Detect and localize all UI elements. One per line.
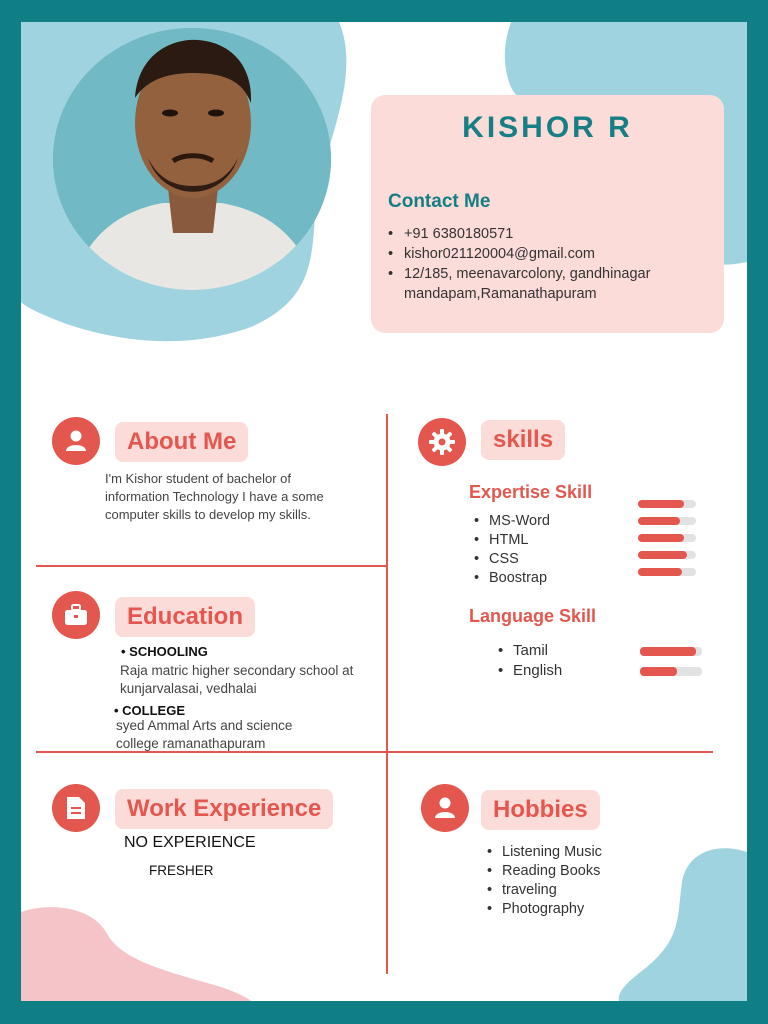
skill-bar <box>638 551 696 559</box>
hobby-item: • traveling <box>484 881 602 900</box>
language-bar-fill <box>640 667 677 676</box>
language-bar <box>640 647 702 656</box>
language-bar <box>640 667 702 676</box>
language-english: • English <box>495 661 562 681</box>
divider-about-education <box>36 565 386 567</box>
skill-bar <box>638 517 696 525</box>
bottom-right-blob <box>617 842 747 1001</box>
work-experience-title: Work Experience <box>115 789 333 829</box>
schooling-label-text: SCHOOLING <box>129 644 208 659</box>
contact-card <box>371 95 724 333</box>
briefcase-icon <box>52 591 100 639</box>
candidate-name: KISHOR R <box>462 111 633 144</box>
document-icon <box>52 784 100 832</box>
schooling-text: Raja matric higher secondary school at kunjarvalasai, vedhalai <box>120 663 354 696</box>
person-icon <box>52 417 100 465</box>
skill-ms-word: • MS-Word <box>471 512 550 531</box>
contact-email[interactable]: • kishor021120004@gmail.com <box>388 244 704 264</box>
work-line-2: FRESHER <box>149 863 214 878</box>
skill-bootstrap: • Boostrap <box>471 569 550 588</box>
hobbies-list <box>484 843 602 919</box>
expertise-skill-list <box>471 512 550 588</box>
skill-bar-fill <box>638 500 684 508</box>
person-icon <box>421 784 469 832</box>
college-text: syed Ammal Arts and science college ramanathapuram <box>116 718 293 751</box>
schooling-label: • SCHOOLING <box>121 644 208 659</box>
language-bar-fill <box>640 647 696 656</box>
about-me-title: About Me <box>115 422 248 462</box>
about-me-text: I'm Kishor student of bachelor of information Technology I have a some computer skills to develop my skills. <box>105 471 324 522</box>
skill-html: • HTML <box>471 531 550 550</box>
education-title: Education <box>115 597 255 637</box>
college-label-text: COLLEGE <box>122 703 186 718</box>
skill-bar-fill <box>638 534 684 542</box>
contact-address: • 12/185, meenavarcolony, gandhinagar mandapam,Ramanathapuram <box>388 264 704 304</box>
hobbies-title: Hobbies <box>481 790 600 830</box>
contact-list <box>388 224 704 304</box>
hobby-item: • Photography <box>484 900 602 919</box>
language-skill-list <box>495 641 562 681</box>
profile-photo <box>53 28 331 290</box>
skill-bar-fill <box>638 551 687 559</box>
skill-bar-fill <box>638 568 682 576</box>
skill-bar <box>638 568 696 576</box>
vertical-divider <box>386 414 388 974</box>
skills-title: skills <box>481 420 565 460</box>
contact-title: Contact Me <box>388 191 491 212</box>
work-line-1: NO EXPERIENCE <box>124 834 256 851</box>
skill-css: • CSS <box>471 550 550 569</box>
person-portrait-image <box>53 28 331 290</box>
bottom-left-blob <box>21 902 251 1001</box>
expertise-skill-title: Expertise Skill <box>469 482 593 502</box>
hobby-item: • Reading Books <box>484 862 602 881</box>
college-label: • COLLEGE <box>114 703 186 718</box>
hobby-item: • Listening Music <box>484 843 602 862</box>
skill-bar <box>638 500 696 508</box>
resume-page <box>21 22 747 1001</box>
skill-bar-fill <box>638 517 680 525</box>
language-tamil: • Tamil <box>495 641 562 661</box>
gear-icon <box>418 418 466 466</box>
language-skill-title: Language Skill <box>469 606 597 626</box>
skill-bar <box>638 534 696 542</box>
contact-phone: • +91 6380180571 <box>388 224 704 244</box>
